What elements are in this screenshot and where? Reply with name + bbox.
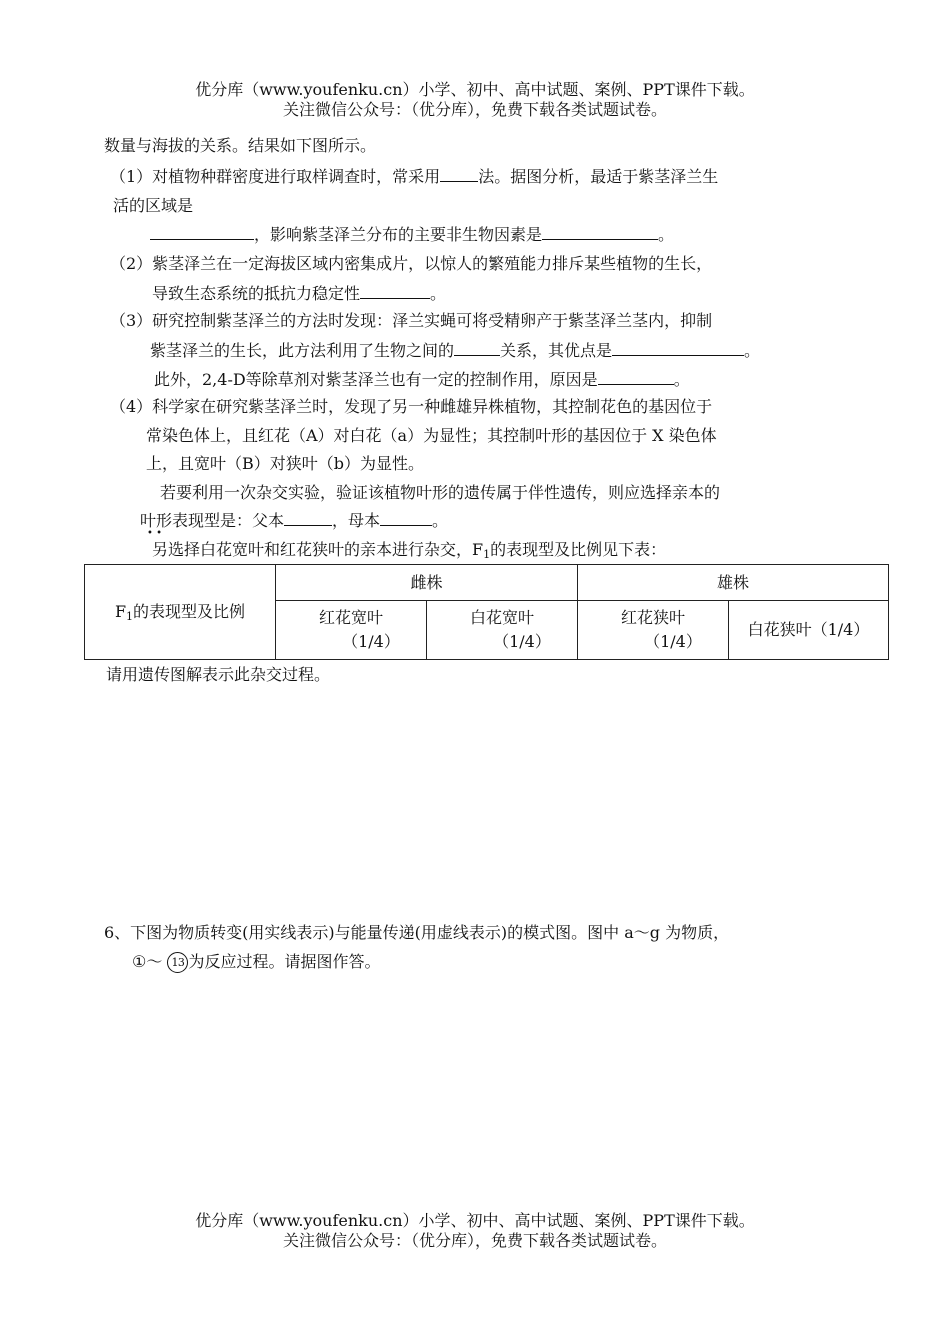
question-4-line-4: 若要利用一次杂交实验，验证该植物叶形的遗传属于伴性遗传，则应选择亲本的	[160, 483, 721, 502]
question-6-line-2: ①～ 13 为反应过程。请据图作答。	[132, 952, 381, 971]
footer-line-1: 优分库（www.youfenku.cn）小学、初中、高中试题、案例、PPT课件下载。	[195, 1211, 755, 1230]
answer-blank[interactable]	[360, 283, 430, 299]
answer-blank[interactable]	[542, 224, 658, 240]
header-line-1: 优分库（www.youfenku.cn）小学、初中、高中试题、案例、PPT课件下载。	[195, 80, 755, 99]
question-2-line-2: 导致生态系统的抵抗力稳定性 。	[152, 284, 447, 303]
answer-blank[interactable]	[454, 340, 500, 356]
question-3-line-1: （3）研究控制紫茎泽兰的方法时发现：泽兰实蝇可将受精卵产于紫茎泽兰茎内，抑制	[110, 311, 713, 330]
table-cell: 红花宽叶 （1/4）	[276, 601, 427, 660]
question-1-line-3: ，影响紫茎泽兰分布的主要非生物因素是 。	[150, 224, 674, 245]
question-4-line-1: （4）科学家在研究紫茎泽兰时，发现了另一种雌雄异株植物，其控制花色的基因位于	[110, 397, 713, 416]
circled-number-13: 13	[167, 952, 188, 973]
footer-line-2: 关注微信公众号：（优分库），免费下载各类试题试卷。	[282, 1231, 667, 1250]
question-1-line-2: 活的区域是	[113, 196, 194, 215]
emphasis-dots: • •	[147, 528, 162, 539]
table-cell: 白花宽叶 （1/4）	[427, 601, 578, 660]
table-cell: 白花狭叶（1/4）	[729, 601, 889, 660]
question-4-line-6: 另选择白花宽叶和红花狭叶的亲本进行杂交，$F_1$的表现型及比例见下表：	[152, 540, 667, 561]
answer-blank[interactable]	[150, 224, 254, 240]
answer-blank[interactable]	[598, 369, 674, 385]
table-cell: 红花狭叶 （1/4）	[578, 601, 729, 660]
header-line-2: 关注微信公众号：（优分库），免费下载各类试题试卷。	[282, 100, 667, 119]
f1-phenotype-table	[84, 564, 889, 660]
answer-blank[interactable]	[612, 340, 744, 356]
question-1-line-1: （1）对植物种群密度进行取样调查时，常采用 法。据图分析，最适于紫茎泽兰生	[110, 167, 719, 186]
answer-blank[interactable]	[440, 166, 478, 182]
question-4-line-2: 常染色体上，且红花（A）对白花（a）为显性；其控制叶形的基因位于 X 染色体	[146, 426, 717, 445]
intro-text: 数量与海拔的关系。结果如下图所示。	[104, 136, 377, 155]
female-header: 雌株	[276, 565, 578, 601]
question-2-line-1: （2）紫茎泽兰在一定海拔区域内密集成片，以惊人的繁殖能力排斥某些植物的生长，	[110, 254, 713, 273]
question-4-line-3: 上，且宽叶（B）对狭叶（b）为显性。	[146, 454, 425, 473]
after-table-text: 请用遗传图解表示此杂交过程。	[106, 665, 331, 684]
question-6-line-1: 6、下图为物质转变(用实线表示)与能量传递(用虚线表示)的模式图。图中 a～g 为物质，	[104, 923, 730, 942]
question-4-line-5: 叶形表现型是：父本 ，母本 。	[140, 511, 449, 530]
answer-blank[interactable]	[380, 510, 432, 526]
question-3-line-2: 紫茎泽兰的生长，此方法利用了生物之间的 关系，其优点是 。	[150, 341, 761, 360]
male-header: 雄株	[578, 565, 889, 601]
table-row-header: $F_1$的表现型及比例	[85, 565, 276, 660]
answer-blank[interactable]	[284, 510, 332, 526]
question-3-line-3: 此外，2,4-D等除草剂对紫茎泽兰也有一定的控制作用，原因是 。	[154, 370, 690, 389]
